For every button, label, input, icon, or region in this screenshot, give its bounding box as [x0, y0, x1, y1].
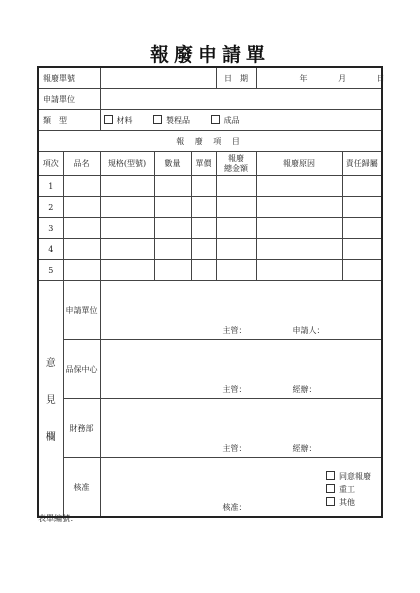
opinion-side-label: 意 見 欄	[38, 281, 63, 518]
col-header: 項次	[38, 152, 63, 176]
type-option-material[interactable]: 材料	[104, 115, 133, 126]
approve-option[interactable]: 重工	[326, 483, 371, 496]
section-title: 報 廢 項 目	[38, 131, 382, 152]
checkbox-icon[interactable]	[326, 484, 335, 493]
type-option-finished[interactable]: 成品	[211, 115, 240, 126]
form-no-field[interactable]	[100, 67, 216, 89]
col-header: 單價	[191, 152, 216, 176]
date-field[interactable]: 年 月 日	[256, 67, 382, 89]
scrap-request-form	[37, 66, 383, 518]
opinion-qa-field[interactable]: 主管： 經辦：	[100, 340, 382, 399]
opinion-approve-label: 核准	[63, 458, 100, 518]
opinion-qa-label: 品保中心	[63, 340, 100, 399]
type-label: 類 型	[38, 110, 100, 131]
col-header: 數量	[154, 152, 191, 176]
checkbox-icon[interactable]	[211, 115, 220, 124]
checkbox-icon[interactable]	[326, 471, 335, 480]
table-row: 4	[38, 239, 382, 260]
type-option-wip[interactable]: 製程品	[153, 115, 190, 126]
opinion-dept-label: 申請單位	[63, 281, 100, 340]
type-options	[100, 110, 382, 131]
approve-option[interactable]: 其他	[326, 496, 371, 509]
table-row: 1	[38, 176, 382, 197]
table-row: 3	[38, 218, 382, 239]
col-header: 規格(型號)	[100, 152, 154, 176]
table-row: 2	[38, 197, 382, 218]
form-title: 報廢申請單	[149, 44, 270, 66]
opinion-finance-field[interactable]: 主管： 經辦：	[100, 399, 382, 458]
dept-field[interactable]	[100, 89, 382, 110]
opinion-finance-label: 財務部	[63, 399, 100, 458]
checkbox-icon[interactable]	[104, 115, 113, 124]
form-no-label: 報廢單號	[38, 67, 100, 89]
dept-label: 申請單位	[38, 89, 100, 110]
approve-options	[326, 470, 371, 509]
opinion-dept-field[interactable]: 主管： 申請人：	[100, 281, 382, 340]
col-header: 報廢原因	[256, 152, 342, 176]
col-header: 報廢 總金額	[216, 152, 256, 176]
col-header: 品名	[63, 152, 100, 176]
checkbox-icon[interactable]	[153, 115, 162, 124]
form-number-label: 表單編號：	[38, 514, 78, 523]
approve-option[interactable]: 同意報廢	[326, 470, 371, 483]
opinion-approve-field[interactable]: 同意報廢 重工 其他 核准：	[100, 458, 382, 518]
col-header: 責任歸屬	[342, 152, 382, 176]
table-row: 5	[38, 260, 382, 281]
checkbox-icon[interactable]	[326, 497, 335, 506]
date-label: 日 期	[216, 67, 256, 89]
